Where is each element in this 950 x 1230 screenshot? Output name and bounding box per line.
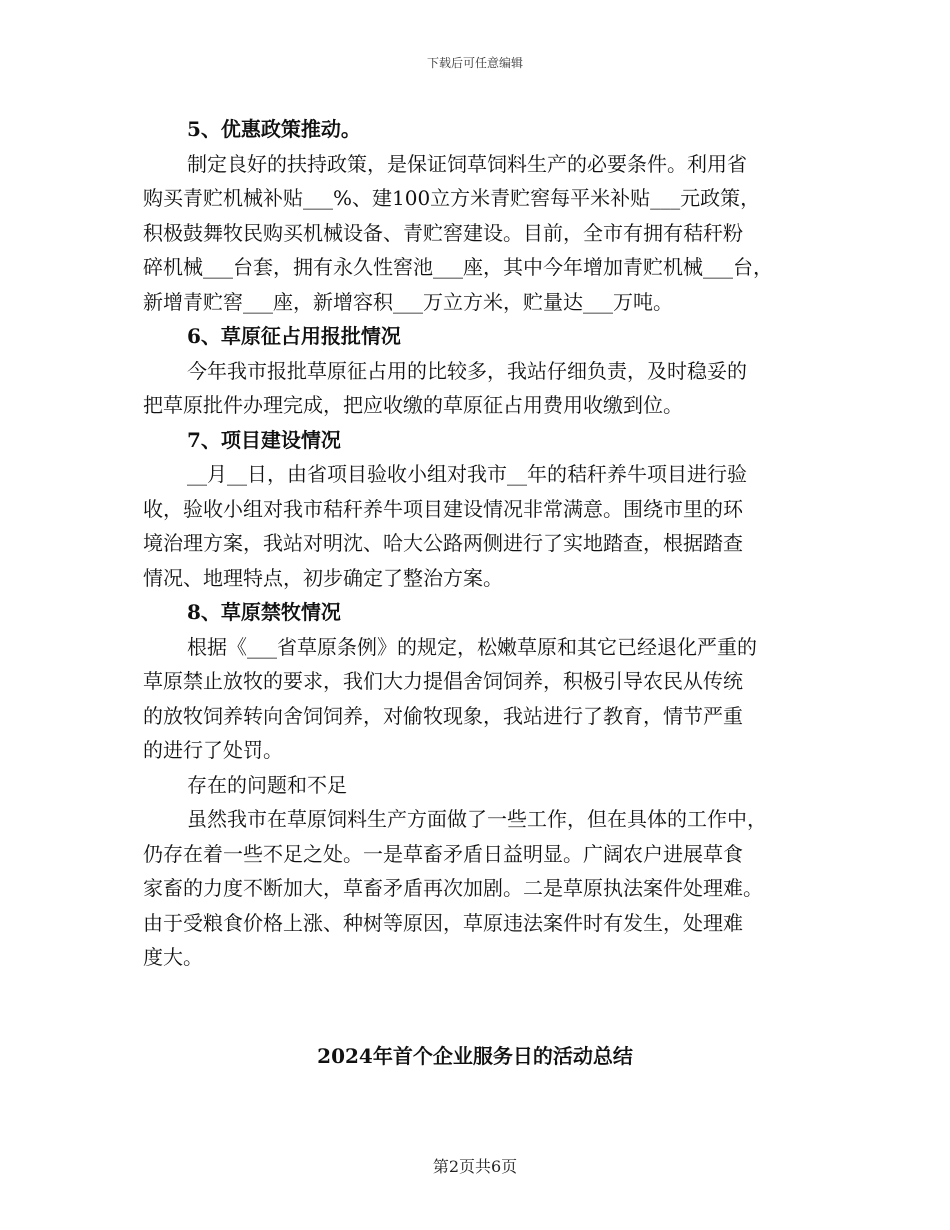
paragraph-line: 收，验收小组对我市秸秆养牛项目建设情况非常满意。围绕市里的环 — [143, 496, 743, 521]
paragraph-line: 新增青贮窖___座，新增容积___万立方米，贮量达___万吨。 — [143, 289, 673, 314]
page-number: 第2页共6页 — [432, 1157, 518, 1176]
next-document-title: 2024年首个企业服务日的活动总结 — [317, 1044, 633, 1068]
paragraph-line: 购买青贮机械补贴___%、建100立方米青贮窖每平米补贴___元政策， — [143, 186, 761, 210]
section-heading: 8、草原禁牧情况 — [187, 600, 341, 624]
paragraph-line: 度大。 — [143, 945, 203, 969]
paragraph-line: 境治理方案，我站对明沈、哈大公路两侧进行了实地踏查，根据踏查 — [143, 531, 743, 555]
document-body — [143, 112, 823, 975]
paragraph-line: 的进行了处罚。 — [143, 738, 283, 762]
paragraph-line: 的放牧饲养转向舍饲饲养，对偷牧现象，我站进行了教育，情节严重 — [143, 703, 743, 728]
section-heading: 6、草原征占用报批情况 — [187, 324, 401, 348]
section-heading: 7、项目建设情况 — [187, 427, 341, 452]
paragraph-line: 积极鼓舞牧民购买机械设备、青贮窖建设。目前，全市有拥有秸秆粉 — [143, 220, 743, 245]
section-heading: 5、优惠政策推动。 — [187, 117, 361, 141]
paragraph-line: 今年我市报批草原征占用的比较多，我站仔细负责，及时稳妥的 — [187, 358, 747, 383]
paragraph-line: 制定良好的扶持政策，是保证饲草饲料生产的必要条件。利用省 — [187, 151, 747, 176]
paragraph-line: 家畜的力度不断加大，草畜矛盾再次加剧。二是草原执法案件处理难。 — [143, 876, 763, 900]
problems-heading: 存在的问题和不足 — [187, 772, 347, 797]
paragraph-line: __月__日，由省项目验收小组对我市__年的秸秆养牛项目进行验 — [187, 462, 747, 486]
page-header-note: 下载后可任意编辑 — [426, 56, 523, 70]
paragraph-line: 根据《___省草原条例》的规定，松嫩草原和其它已经退化严重的 — [187, 634, 757, 659]
paragraph-line: 草原禁止放牧的要求，我们大力提倡舍饲饲养，积极引导农民从传统 — [143, 669, 743, 693]
paragraph-line: 由于受粮食价格上涨、种树等原因，草原违法案件时有发生，处理难 — [143, 910, 743, 935]
paragraph-line: 碎机械___台套，拥有永久性窖池___座，其中今年增加青贮机械___台， — [143, 255, 773, 279]
paragraph-line: 情况、地理特点，初步确定了整治方案。 — [143, 565, 503, 590]
paragraph-line: 仍存在着一些不足之处。一是草畜矛盾日益明显。广阔农户进展草食 — [143, 841, 743, 866]
paragraph-line: 把草原批件办理完成，把应收缴的草原征占用费用收缴到位。 — [143, 393, 683, 417]
paragraph-line: 虽然我市在草原饲料生产方面做了一些工作，但在具体的工作中， — [187, 807, 767, 831]
